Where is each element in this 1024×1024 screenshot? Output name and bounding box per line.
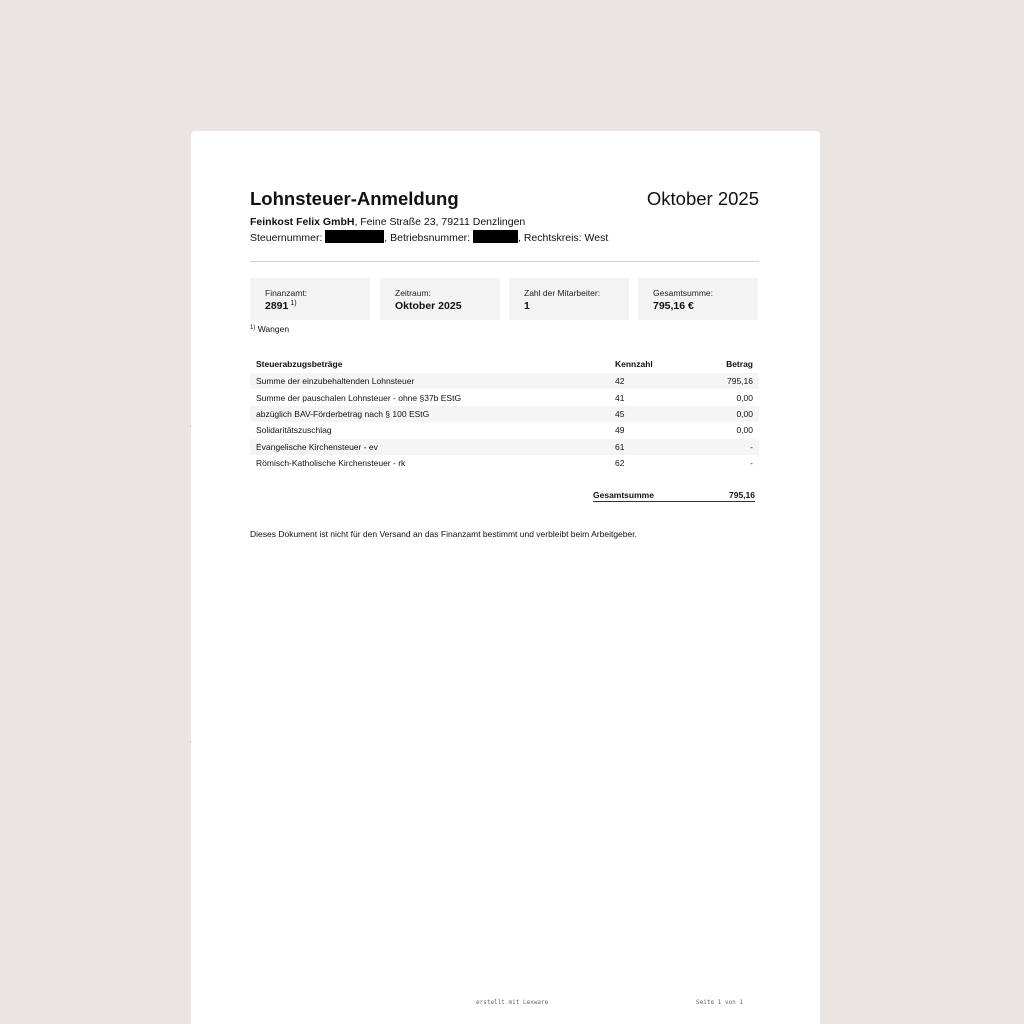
summary-box-zeitraum	[380, 278, 500, 320]
summary-box-mitarbeiter	[509, 278, 629, 320]
row-amount: 795,16	[687, 373, 759, 389]
row-code: 62	[615, 458, 625, 469]
summary-value: Oktober 2025	[395, 300, 462, 312]
footnote	[250, 324, 289, 334]
company-name: Feinkost Felix GmbH	[250, 216, 355, 228]
table-row	[250, 455, 759, 471]
summary-value	[265, 300, 297, 312]
document-title: Lohnsteuer-Anmeldung	[250, 188, 459, 209]
footer-generator: erstellt mit Lexware	[476, 999, 549, 1006]
summary-label: Zahl der Mitarbeiter:	[524, 288, 601, 298]
row-amount: 0,00	[687, 406, 759, 422]
summary-value: 1	[524, 300, 530, 312]
summary-value: 795,16 €	[653, 300, 694, 312]
row-code: 45	[609, 406, 687, 422]
total-value: 795,16	[729, 490, 755, 500]
tax-number-label: Steuernummer:	[250, 232, 323, 244]
redacted-tax-number	[325, 230, 384, 243]
footer-page-number: Seite 1 von 1	[696, 999, 743, 1006]
column-header-amount: Betrag	[726, 359, 753, 369]
document-period: Oktober 2025	[646, 188, 759, 209]
table-header-row	[250, 355, 759, 373]
table-row	[250, 373, 759, 389]
row-description: Summe der pauschalen Lohnsteuer - ohne §37b EStG	[256, 392, 462, 403]
redacted-business-number	[473, 230, 518, 243]
table-row	[250, 439, 759, 455]
church-district: , Rechtskreis: West	[518, 232, 609, 244]
tax-table	[250, 355, 759, 471]
footnote-text: Wangen	[257, 324, 290, 334]
summary-label: Gesamtsumme:	[653, 288, 713, 298]
company-line	[250, 216, 525, 228]
row-amount: 0,00	[736, 425, 753, 436]
identifier-line	[250, 230, 608, 244]
row-code: 61	[609, 439, 687, 455]
table-row	[250, 422, 759, 438]
row-code: 42	[609, 373, 687, 389]
footnote-marker: 1)	[250, 325, 256, 331]
row-description: Römisch-Katholische Kirchensteuer - rk	[256, 458, 406, 469]
summary-label: Zeitraum:	[395, 288, 431, 298]
row-description: abzüglich BAV-Förderbetrag nach § 100 EStG	[250, 406, 609, 422]
total-label: Gesamtsumme	[593, 490, 654, 500]
summary-box-gesamtsumme	[638, 278, 758, 320]
document-page	[191, 131, 820, 1024]
footnote-marker: 1)	[290, 300, 297, 307]
table-row	[250, 389, 759, 405]
column-header-code: Kennzahl	[615, 359, 653, 369]
total-row	[593, 490, 755, 502]
row-description: Summe der einzubehaltenden Lohnsteuer	[250, 373, 609, 389]
column-header-description: Steuerabzugsbeträge	[256, 359, 343, 369]
header-divider	[250, 261, 759, 262]
row-description: Evangelische Kirchensteuer - ev	[250, 439, 609, 455]
summary-box-finanzamt	[250, 278, 370, 320]
company-address: , Feine Straße 23, 79211 Denzlingen	[354, 216, 526, 228]
disclaimer-note: Dieses Dokument ist nicht für den Versand an das Finanzamt bestimmt und verbleibt beim Arbeitgeber.	[250, 529, 637, 539]
row-amount: -	[750, 458, 753, 469]
row-amount: 0,00	[736, 392, 753, 403]
row-description: Solidaritätszuschlag	[256, 425, 332, 436]
business-number-label: , Betriebsnummer:	[384, 232, 471, 244]
finanzamt-number: 2891	[265, 300, 289, 312]
summary-label: Finanzamt:	[265, 288, 308, 298]
row-code: 41	[615, 392, 625, 403]
row-code: 49	[615, 425, 625, 436]
row-amount: -	[687, 439, 759, 455]
table-row	[250, 406, 759, 422]
